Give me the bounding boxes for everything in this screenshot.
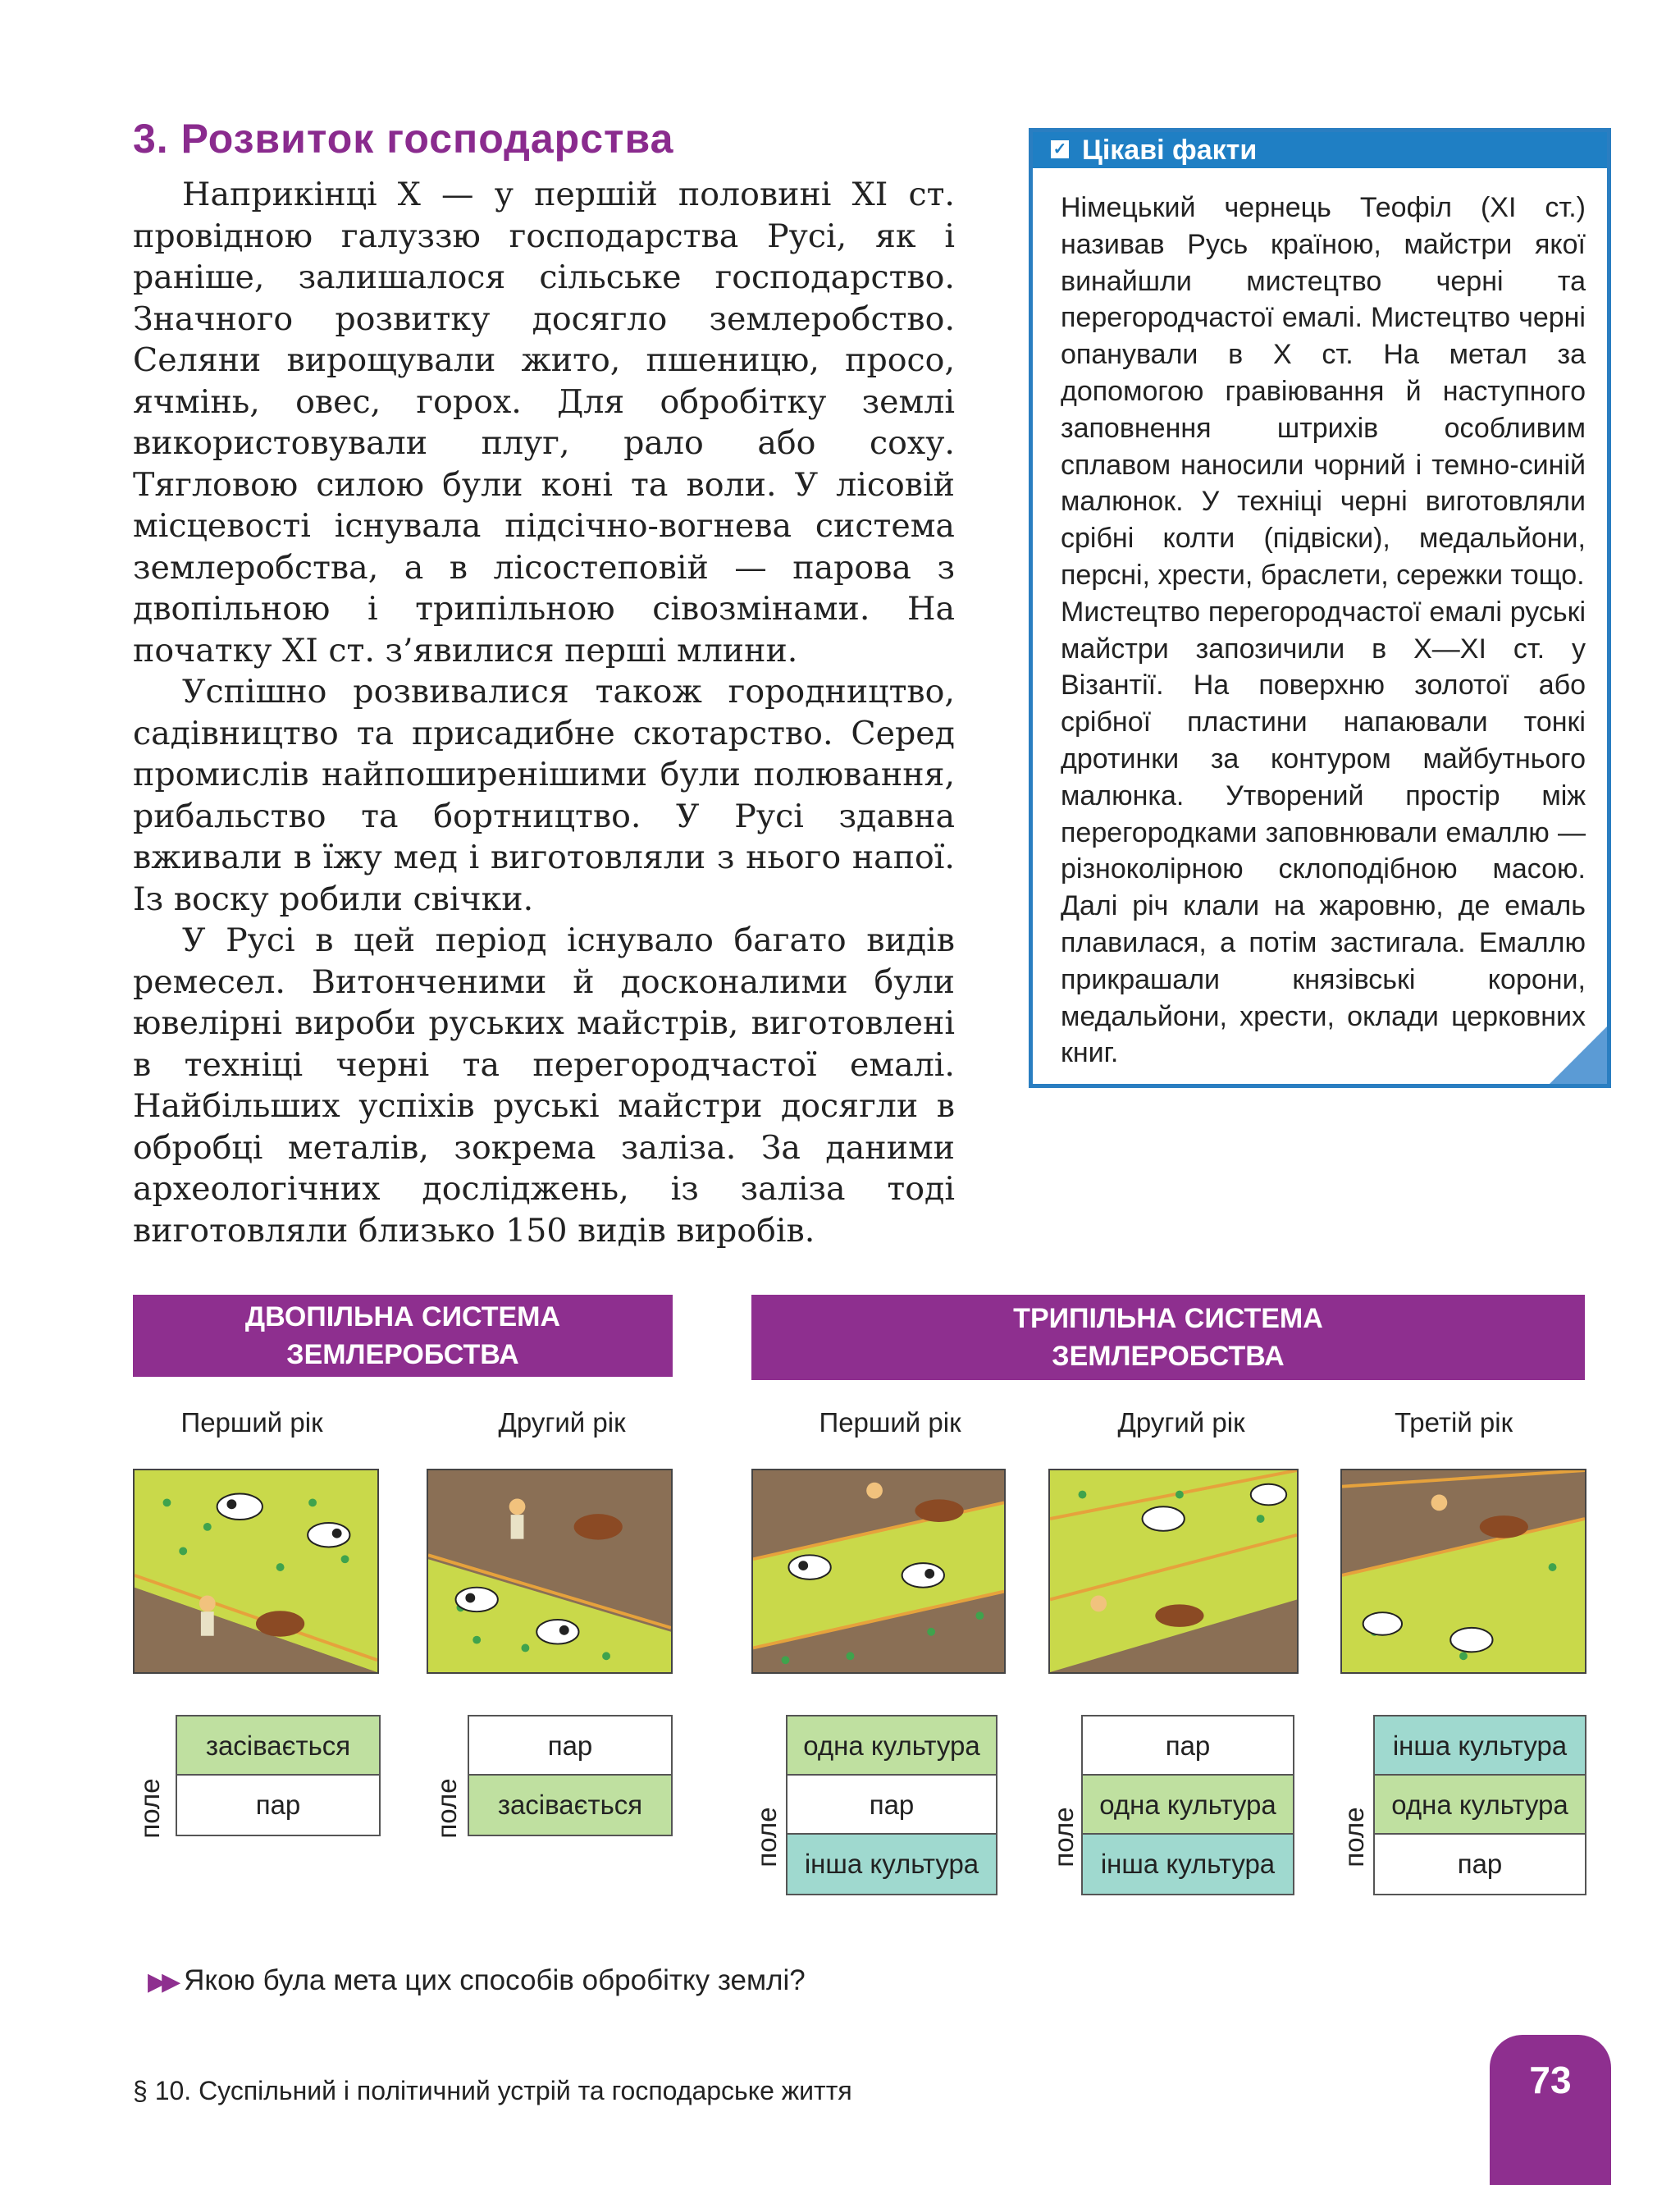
question-text: Якою була мета цих способів обробітку землі? <box>184 1964 806 1996</box>
table-cell: засівається <box>469 1776 671 1835</box>
field-label: поле <box>1048 1807 1079 1867</box>
table-cell: інша культура <box>788 1835 996 1894</box>
year-label: Другий рік <box>498 1407 626 1438</box>
facts-box <box>1029 128 1611 1088</box>
banner-line: ЗЕМЛЕРОБСТВА <box>1052 1341 1285 1372</box>
table-cell: одна культура <box>1083 1776 1293 1835</box>
year-label: Третій рік <box>1394 1407 1513 1438</box>
year-label: Перший рік <box>819 1407 961 1438</box>
year-label: Другий рік <box>1117 1407 1245 1438</box>
year-label: Перший рік <box>180 1407 323 1438</box>
facts-paragraph: Німецький чернець Теофіл (XI ст.) називав Русь країною, майстри якої винайшли мистецтво черні та перегородчастої емалі. Мистецтво черні опанували в X ст. На метал за допомогою гравіювання й наступного заповнення штрихів особливим сплавом наносили чорний і темно-синій малюнок. У техніці черні виготовляли срібні колти (підвіски), медальйони, персні, хрести, браслети, сережки тощо. <box>1061 192 1586 591</box>
table-cell: пар <box>469 1716 671 1776</box>
facts-header-label: Цікаві факти <box>1082 135 1258 166</box>
field-illustration <box>751 1469 1006 1674</box>
table-cell: одна культура <box>1375 1776 1585 1835</box>
field-label: поле <box>1339 1807 1369 1867</box>
field-illustration <box>1048 1469 1299 1674</box>
paragraph: У Русі в цей період існувало багато видів ремесел. Витонченими й досконалими були ювелірні вироби руських майстрів, виготовлені в техніці черні та перегородчастої емалі. Найбільших успіхів руські майстри досягли в обробці металів, зокрема заліза. За даними археологічних досліджень, із заліза тоді виготовляли близько 150 видів виробів. <box>133 921 955 1250</box>
table-cell: інша культура <box>1083 1835 1293 1894</box>
field-label: поле <box>751 1807 782 1867</box>
facts-paragraph: Мистецтво перегородчастої емалі руські майстри запозичили в X—XI ст. у Візантії. На поверхню золотої або срібної пластини напаювали тонкі дротинки за контуром майбутнього малюнка. Утворений простір між перегородками заповнювали емаллю — різноколірною склоподібною масою. Далі річ клали на жаровню, де емаль плавилася, а потім застигала. Емаллю прикрашали князівські корони, медальйони, хрести, оклади церковних книг. <box>1061 596 1586 1069</box>
question <box>148 1964 806 1997</box>
section-title: 3. Розвиток господарства <box>133 116 674 162</box>
field-table <box>468 1715 673 1836</box>
field-illustration <box>1340 1469 1586 1674</box>
field-illustration <box>427 1469 673 1674</box>
three-field-banner <box>751 1295 1585 1380</box>
main-text <box>133 174 955 1251</box>
field-table <box>1373 1715 1586 1895</box>
facts-text <box>1061 190 1586 1072</box>
paragraph: Успішно розвивалися також городництво, садівництво та присадибне скотарство. Серед промислів найпоширенішими були полювання, рибальство та бортництво. У Русі здавна вживали в їжу мед і виготовляли з нього напої. Із воску робили свічки. <box>133 673 955 918</box>
table-cell: інша культура <box>1375 1716 1585 1776</box>
field-table <box>1081 1715 1294 1895</box>
field-illustration <box>133 1469 379 1674</box>
facts-header <box>1033 132 1607 168</box>
table-cell: одна культура <box>788 1716 996 1776</box>
table-cell: пар <box>788 1776 996 1835</box>
table-cell: засівається <box>177 1716 379 1776</box>
field-label: поле <box>135 1778 165 1839</box>
table-cell: пар <box>177 1776 379 1835</box>
banner-line: ДВОПІЛЬНА СИСТЕМА <box>244 1301 561 1332</box>
banner-line: ТРИПІЛЬНА СИСТЕМА <box>1013 1303 1323 1334</box>
checkbox-icon: ✓ <box>1051 140 1069 158</box>
double-arrow-icon: ▶▶ <box>148 1968 176 1995</box>
corner-decoration <box>1550 1026 1607 1084</box>
table-cell: пар <box>1083 1716 1293 1776</box>
field-label: поле <box>431 1778 462 1839</box>
banner-line: ЗЕМЛЕРОБСТВА <box>286 1339 519 1370</box>
field-table <box>176 1715 381 1836</box>
footer: § 10. Суспільний і політичний устрій та господарське життя <box>133 2076 852 2105</box>
table-cell: пар <box>1375 1835 1585 1894</box>
field-table <box>786 1715 998 1895</box>
page-number: 73 <box>1490 2035 1611 2185</box>
two-field-banner <box>133 1295 673 1377</box>
paragraph: Наприкінці X — у першій половині XI ст. провідною галуззю господарства Русі, як і раніше, залишалося сільське господарство. Значного розвитку досягло землеробство. Селяни вирощували жито, пшеницю, просо, ячмінь, овес, горох. Для обробітку землі використовували плуг, рало або соху. Тягловою силою були коні та воли. У лісовій місцевості існувала підсічно-вогнева система землеробства, а в лісостеповій — парова з двопільною і трипільною сівозмінами. На початку XI ст. з’явилися перші млини. <box>133 176 955 670</box>
